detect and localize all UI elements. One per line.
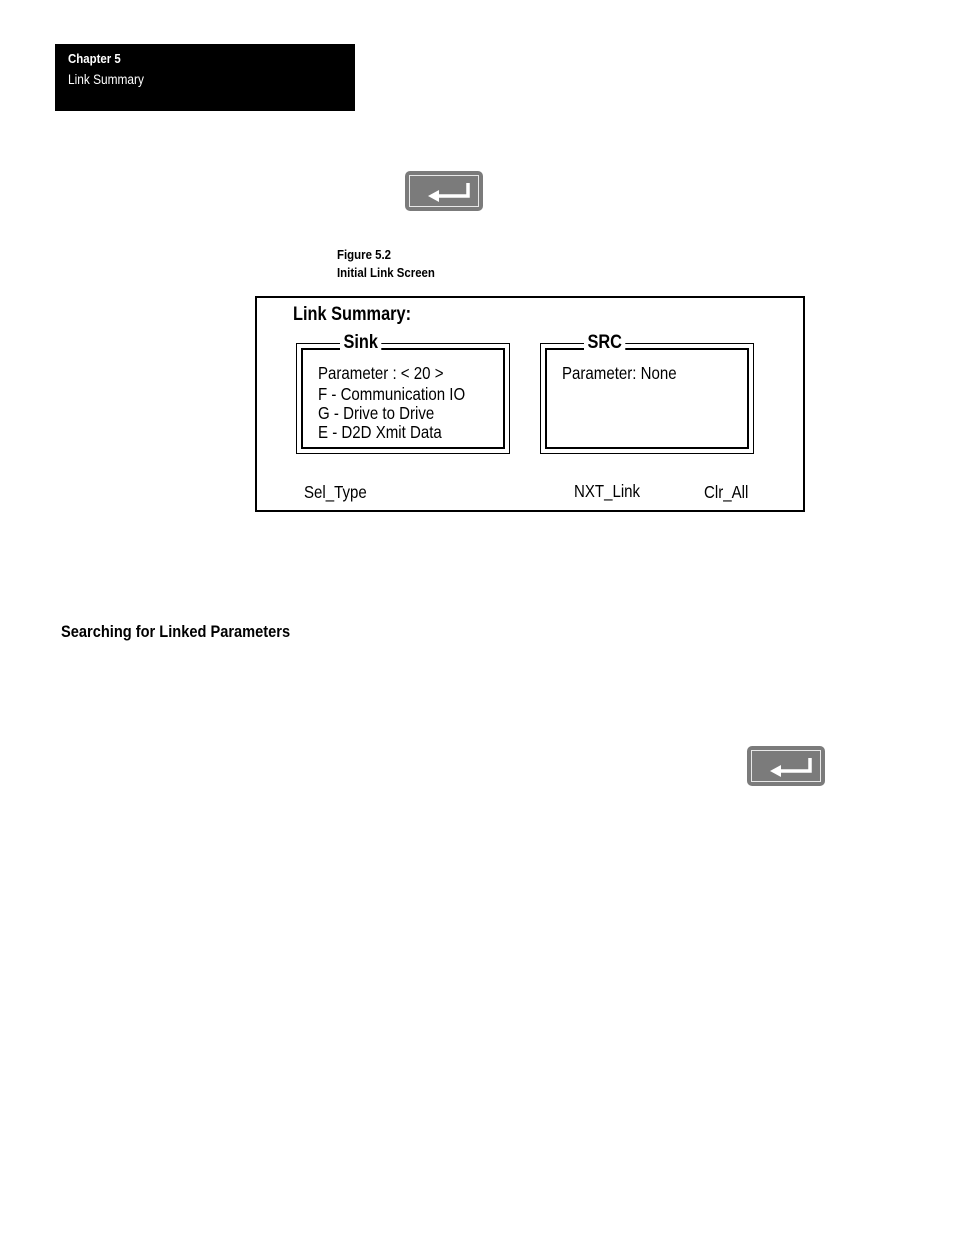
sink-label: Sink bbox=[340, 332, 381, 354]
sink-line: G - Drive to Drive bbox=[318, 403, 435, 423]
chapter-number: Chapter 5 bbox=[68, 51, 121, 66]
section-heading: Searching for Linked Parameters bbox=[61, 622, 291, 641]
chapter-title: Link Summary bbox=[68, 72, 144, 87]
sink-line: Parameter : < 20 > bbox=[318, 363, 444, 383]
sink-lines bbox=[318, 364, 465, 442]
figure-caption bbox=[337, 246, 435, 282]
link-summary-screen bbox=[255, 296, 805, 512]
sink-panel bbox=[296, 332, 510, 454]
sel-type-softkey[interactable]: Sel_Type bbox=[304, 482, 367, 502]
nxt-link-softkey[interactable]: NXT_Link bbox=[574, 481, 641, 501]
src-lines bbox=[562, 364, 677, 385]
figure-title: Initial Link Screen bbox=[337, 265, 435, 280]
figure-number: Figure 5.2 bbox=[337, 247, 392, 262]
chapter-header bbox=[55, 44, 355, 111]
src-line: Parameter: None bbox=[562, 363, 677, 383]
sink-line: E - D2D Xmit Data bbox=[318, 422, 442, 442]
src-label: SRC bbox=[584, 332, 625, 354]
clr-all-softkey[interactable]: Clr_All bbox=[704, 482, 749, 502]
screen-title: Link Summary: bbox=[293, 304, 412, 325]
src-panel bbox=[540, 332, 754, 454]
sink-line: F - Communication IO bbox=[318, 384, 466, 404]
enter-key-icon bbox=[747, 746, 825, 786]
enter-key-icon bbox=[405, 171, 483, 211]
